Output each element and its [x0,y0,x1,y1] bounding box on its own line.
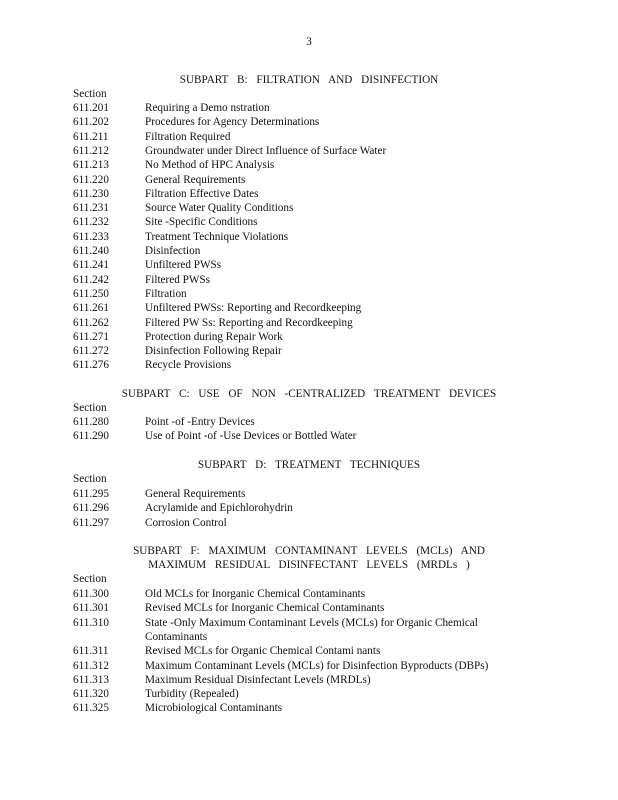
subpart-f-heading: SUBPART F: MAXIMUM CONTAMINANT LEVELS (MCLs) AND [133,545,485,557]
section-number: 611.271 [73,330,109,343]
section-number: 611.241 [73,259,109,272]
section-number: 611.297 [73,516,109,529]
section-title: Requiring a Demo nstration [145,102,270,114]
section-number: 611.220 [73,173,109,186]
section-title: Filtration Effective Dates [145,187,259,200]
section-number: 611.325 [73,702,109,715]
section-title: Procedures for Agency Determinations [145,116,320,129]
section-number: 611.300 [73,588,109,600]
section-title: No Method of HPC Analysis [145,159,275,172]
section-title: State -Only Maximum Contaminant Levels (MCLs) for Organic Chemical [145,616,478,629]
section-title-continuation: Contaminants [145,630,208,643]
section-title: Filtered PW Ss: Reporting and Recordkeeping [145,316,353,329]
section-title: Filtration Required [145,130,231,143]
section-title: Filtration [145,287,187,300]
section-title: Revised MCLs for Organic Chemical Contami nants [145,645,381,658]
section-number: 611.202 [73,116,109,129]
section-number: 611.320 [73,688,109,701]
section-label: Section [73,473,107,485]
subpart-c-heading: SUBPART C: USE OF NON -CENTRALIZED TREATMENT DEVICES [121,388,497,400]
section-number: 611.290 [73,430,109,443]
section-title: General Requirements [145,488,246,500]
section-title: Microbiological Contaminants [145,702,283,715]
section-title: Disinfection Following Repair [145,345,282,358]
subpart-d-heading: SUBPART D: TREATMENT TECHNIQUES [197,459,421,471]
section-number: 611.233 [73,230,109,243]
section-number: 611.262 [73,316,109,329]
section-number: 611.301 [73,602,109,615]
section-title: Use of Point -of -Use Devices or Bottled Water [145,430,357,443]
section-title: Maximum Residual Disinfectant Levels (MRDLs) [145,673,371,686]
section-number: 611.295 [73,488,109,500]
section-title: Maximum Contaminant Levels (MCLs) for Disinfection Byproducts (DBPs) [145,659,489,672]
section-number: 611.231 [73,202,109,215]
section-number: 611.242 [73,273,109,286]
section-title: Revised MCLs for Inorganic Chemical Contaminants [145,602,385,615]
section-number: 611.312 [73,659,109,672]
section-title: Filtered PWSs [145,273,210,286]
section-title: Disinfection [145,245,201,257]
section-title: Site -Specific Conditions [145,216,258,229]
section-title: Groundwater under Direct Influence of Surface Water [145,144,387,157]
section-number: 611.250 [73,287,109,300]
section-title: Unfiltered PWSs [145,259,222,272]
section-number: 611.212 [73,144,109,157]
section-title: Unfiltered PWSs: Reporting and Recordkeeping [145,302,362,315]
section-label: Section [73,402,107,414]
section-number: 611.296 [73,502,109,515]
section-number: 611.313 [73,673,109,686]
section-number: 611.240 [73,245,109,257]
section-label: Section [73,88,107,100]
section-number: 611.232 [73,216,109,229]
section-number: 611.230 [73,187,109,200]
section-title: Turbidity (Repealed) [145,688,239,701]
section-number: 611.211 [73,130,109,143]
section-number: 611.261 [73,302,109,315]
section-title: General Requirements [145,173,246,186]
section-title: Point -of -Entry Devices [145,416,255,428]
section-title: Corrosion Control [145,516,227,529]
subpart-b-heading: SUBPART B: FILTRATION AND DISINFECTION [179,74,439,86]
section-title: Treatment Technique Violations [145,230,289,243]
section-title: Protection during Repair Work [145,330,283,343]
page-number: 3 [306,36,312,48]
section-number: 611.272 [73,345,109,358]
section-title: Old MCLs for Inorganic Chemical Contaminants [145,588,366,600]
section-title: Source Water Quality Conditions [145,202,294,215]
section-number: 611.276 [73,359,109,372]
section-title: Recycle Provisions [145,359,232,372]
section-number: 611.213 [73,159,109,172]
section-number: 611.310 [73,616,109,629]
subpart-f-heading-line2: MAXIMUM RESIDUAL DISINFECTANT LEVELS (MRDLs ) [148,559,470,571]
section-number: 611.280 [73,416,109,428]
section-number: 611.201 [73,102,109,114]
section-title: Acrylamide and Epichlorohydrin [145,502,293,515]
section-label: Section [73,573,107,585]
section-number: 611.311 [73,645,109,658]
